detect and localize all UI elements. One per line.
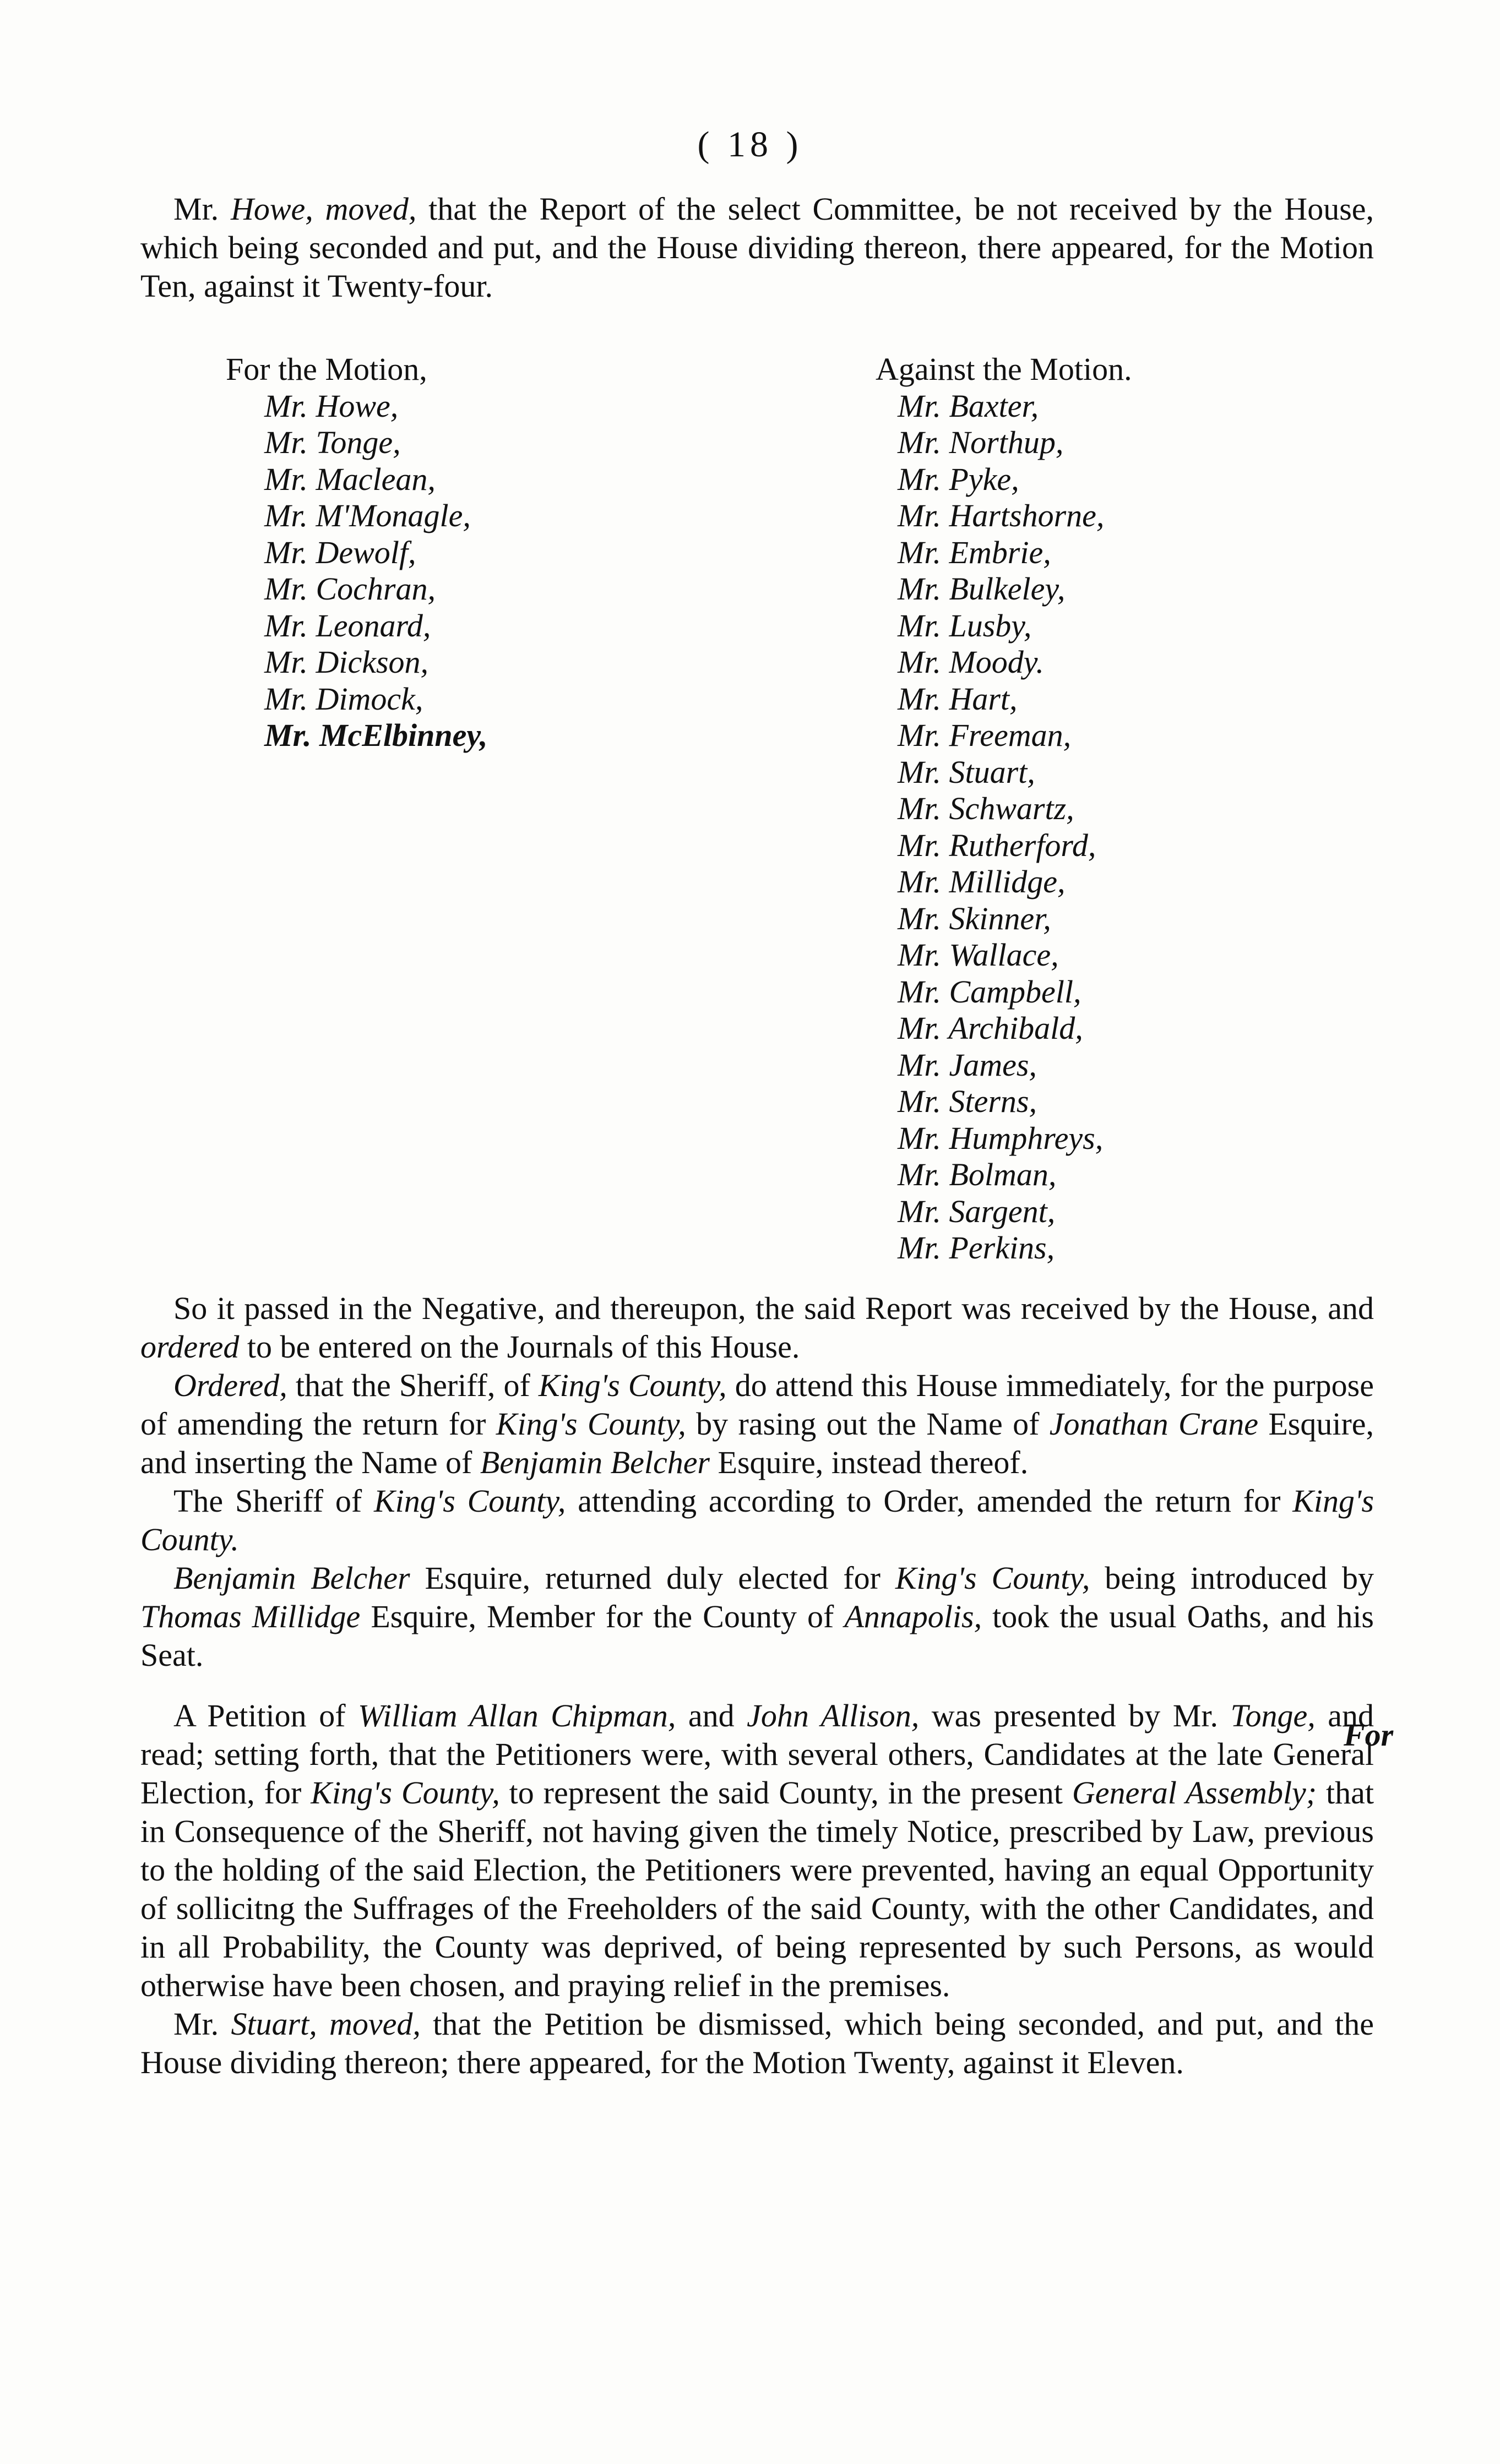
for-motion-column bbox=[226, 351, 488, 754]
text-run: Tonge, bbox=[1230, 1698, 1316, 1733]
against-name: Mr. Sterns, bbox=[898, 1083, 1037, 1119]
against-name: Mr. Lusby, bbox=[898, 607, 1032, 644]
against-name: Mr. Freeman, bbox=[898, 717, 1072, 753]
intro-paragraph bbox=[140, 190, 1374, 306]
against-name: Mr. Humphreys, bbox=[898, 1120, 1104, 1156]
text-run: do attend this House immediately, for the purpose of amending the return for bbox=[140, 1367, 1374, 1442]
against-name: Mr. Stuart, bbox=[898, 754, 1035, 790]
text-run: to be entered on the Journals of this House. bbox=[239, 1329, 800, 1365]
page-number: ( 18 ) bbox=[697, 124, 803, 165]
against-name: Mr. Baxter, bbox=[898, 388, 1039, 424]
text-run: that the Petition be dismissed, which being seconded, and put, and the House dividing thereon; there appeared, for the Motion Twenty, against it Eleven. bbox=[140, 2006, 1374, 2080]
against-motion-header: Against the Motion. bbox=[876, 351, 1132, 387]
against-name: Mr. Hart, bbox=[898, 680, 1018, 717]
text-run: Stuart, bbox=[231, 2006, 317, 2042]
text-run: William Allan Chipman, bbox=[358, 1698, 676, 1733]
intro-body: that the Report of the select Committee, be not received by the House, which being seconded and put, and the House dividing thereon, there appeared, for the Motion Ten, against it Twenty-four. bbox=[140, 191, 1374, 304]
text-run: A Petition of bbox=[173, 1698, 358, 1733]
text-run: Esquire, returned duly elected for bbox=[410, 1560, 895, 1596]
text-run: Benjamin Belcher bbox=[173, 1560, 410, 1596]
text-run: that in Consequence of the Sheriff, not having given the timely Notice, prescribed by Law, previous to the holding of the said Election, the Petitioners were prevented, having an equal Opportunity of sollicitng the Suffrages of the Freeholders of the said County, with the other Candidates, and in all Probability, the County was deprived, of being represented by such Persons, as would otherwise have been chosen, and praying relief in the premises. bbox=[140, 1775, 1374, 2003]
for-name: Mr. Dewolf, bbox=[264, 534, 416, 570]
text-run: Annapolis, bbox=[844, 1599, 982, 1634]
against-motion-column bbox=[876, 351, 1132, 1267]
text-run: So it passed in the Negative, and thereupon, the said Report was received by the House, and bbox=[173, 1290, 1374, 1326]
against-name: Mr. Skinner, bbox=[898, 900, 1051, 936]
text-run: The Sheriff of bbox=[173, 1483, 374, 1519]
for-name: Mr. Cochran, bbox=[264, 571, 436, 607]
text-run: being introduced by bbox=[1090, 1560, 1374, 1596]
text-run: Esquire, and inserting the Name of bbox=[140, 1406, 1374, 1480]
for-name: Mr. Tonge, bbox=[264, 424, 401, 460]
against-name: Mr. Perkins, bbox=[898, 1230, 1055, 1266]
ordered-paragraph bbox=[140, 1366, 1374, 1482]
mover-name: Howe, bbox=[230, 191, 313, 227]
against-name: Mr. Embrie, bbox=[898, 534, 1051, 570]
text-run: that the Sheriff, of bbox=[287, 1367, 539, 1403]
text-run: Esquire, Member for the County of bbox=[360, 1599, 845, 1634]
text-run: moved, bbox=[317, 2006, 421, 2042]
against-name: Mr. Schwartz, bbox=[898, 791, 1074, 826]
text-run: King's County, bbox=[895, 1560, 1090, 1596]
text-run: and read; setting forth, that the Petitioners were, with several others, Candidates at the late General Election, for bbox=[140, 1698, 1374, 1811]
against-name: Mr. Sargent, bbox=[898, 1193, 1056, 1229]
text-run: Jonathan Crane bbox=[1049, 1406, 1258, 1442]
text-run: Thomas Millidge bbox=[140, 1599, 361, 1634]
text-run: General Assembly; bbox=[1072, 1775, 1317, 1811]
text-run: Esquire, instead thereof. bbox=[710, 1444, 1029, 1480]
text-run: Benjamin Belcher bbox=[480, 1444, 710, 1480]
for-name: Mr. Dickson, bbox=[264, 644, 429, 680]
text-run: Mr. bbox=[173, 2006, 231, 2042]
for-name: Mr. M'Monagle, bbox=[264, 498, 471, 533]
text-run: King's County, bbox=[496, 1406, 686, 1442]
moved-word: moved, bbox=[313, 191, 417, 227]
text-run: King's County, bbox=[538, 1367, 727, 1403]
against-name: Mr. Moody. bbox=[898, 644, 1044, 680]
against-name: Mr. Hartshorne, bbox=[898, 498, 1105, 533]
text-run: John Allison, bbox=[747, 1698, 920, 1733]
against-name: Mr. Pyke, bbox=[898, 461, 1019, 497]
for-name: Mr. McElbinney, bbox=[264, 717, 488, 753]
for-name: Mr. Maclean, bbox=[264, 461, 436, 497]
against-name: Mr. Bulkeley, bbox=[898, 571, 1066, 607]
for-name: Mr. Dimock, bbox=[264, 680, 423, 717]
for-name: Mr. Howe, bbox=[264, 388, 399, 424]
against-name: Mr. Millidge, bbox=[898, 864, 1066, 900]
text-run: to represent the said County, in the present bbox=[499, 1775, 1072, 1811]
text-run: ordered bbox=[140, 1329, 240, 1365]
against-name: Mr. Archibald, bbox=[898, 1010, 1083, 1046]
text-run: by rasing out the Name of bbox=[686, 1406, 1050, 1442]
negative-paragraph bbox=[140, 1289, 1374, 1366]
against-name: Mr. Rutherford, bbox=[898, 827, 1096, 863]
for-name: Mr. Leonard, bbox=[264, 607, 431, 644]
text-run: King's County, bbox=[373, 1483, 566, 1519]
petition-paragraph bbox=[140, 1697, 1374, 2005]
text-run: attending according to Order, amended the return for bbox=[566, 1483, 1293, 1519]
stuart-paragraph bbox=[140, 2005, 1374, 2082]
belcher-paragraph bbox=[140, 1559, 1374, 1675]
for-motion-header: For the Motion, bbox=[226, 351, 427, 387]
against-name: Mr. Campbell, bbox=[898, 973, 1081, 1010]
proceedings-text bbox=[140, 1289, 1374, 2082]
against-name: Mr. Bolman, bbox=[898, 1157, 1057, 1192]
text-run: was presented by Mr. bbox=[919, 1698, 1231, 1733]
catchword: For bbox=[1344, 1717, 1394, 1753]
text-run: King's County, bbox=[311, 1775, 500, 1811]
text-run: Ordered, bbox=[173, 1367, 287, 1403]
text-run: and bbox=[676, 1698, 747, 1733]
text-run: took the usual Oaths, and his Seat. bbox=[140, 1599, 1374, 1673]
against-name: Mr. Wallace, bbox=[898, 937, 1059, 973]
intro-text: Mr. bbox=[173, 191, 231, 227]
against-name: Mr. James, bbox=[898, 1046, 1037, 1083]
text-run: King's County. bbox=[140, 1483, 1374, 1557]
sheriff-paragraph bbox=[140, 1482, 1374, 1559]
against-name: Mr. Northup, bbox=[898, 424, 1064, 460]
